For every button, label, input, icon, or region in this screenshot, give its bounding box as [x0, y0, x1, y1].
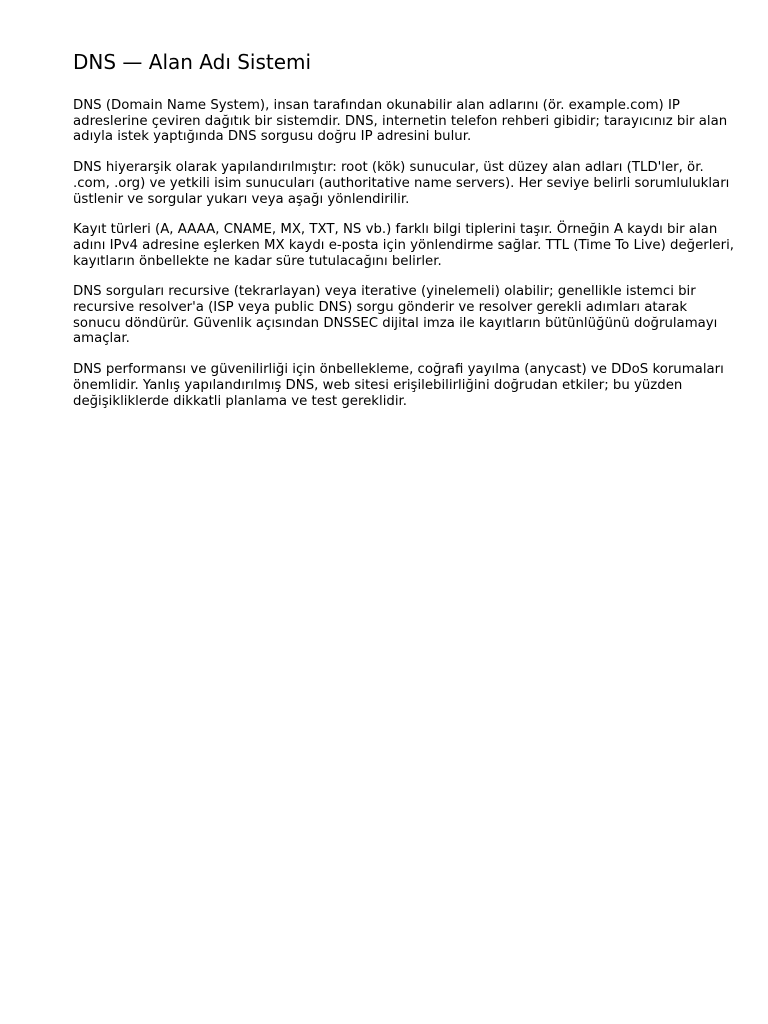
page-title: DNS — Alan Adı Sistemi: [73, 50, 312, 74]
paragraph-4: DNS sorguları recursive (tekrarlayan) veya iterative (yinelemeli) olabilir; genellikle istemci bir recursive resolver'a (ISP veya public DNS) sorgu gönderir ve resolver gerekli adımları atarak sonucu döndürür. Güvenlik açısından DNSSEC dijital imza ile kayıtların bütünlüğünü doğrulamayı amaçlar.: [73, 284, 718, 347]
paragraph-1: DNS (Domain Name System), insan tarafından okunabilir alan adlarını (ör. example.com) IP adreslerine çeviren dağıtık bir sistemdir. DNS, internetin telefon rehberi gibidir; tarayıcınız bir alan adıyla istek yaptığında DNS sorgusu doğru IP adresini bulur.: [73, 98, 728, 145]
document-body: [73, 98, 737, 409]
paragraph-5: DNS performansı ve güvenilirliği için önbellekleme, coğrafi yayılma (anycast) ve DDoS korumaları önemlidir. Yanlış yapılandırılmış DNS, web sitesi erişilebilirliğini doğrudan etkiler; bu yüzden değişikliklerde dikkatli planlama ve test gereklidir.: [73, 362, 724, 409]
document-page: [73, 48, 737, 424]
paragraph-3: Kayıt türleri (A, AAAA, CNAME, MX, TXT, NS vb.) farklı bilgi tiplerini taşır. Örneğin A kaydı bir alan adını IPv4 adresine eşlerken MX kaydı e-posta için yönlendirme sağlar. TTL (Time To Live) değerleri, kayıtların önbellekte ne kadar süre tutulacağını belirler.: [73, 222, 734, 269]
paragraph-2: DNS hiyerarşik olarak yapılandırılmıştır: root (kök) sunucular, üst düzey alan adları (TLD'ler, ör. .com, .org) ve yetkili isim sunucuları (authoritative name servers). Her seviye belirli sorumlulukları üstlenir ve sorgular yukarı veya aşağı yönlendirilir.: [73, 160, 730, 207]
